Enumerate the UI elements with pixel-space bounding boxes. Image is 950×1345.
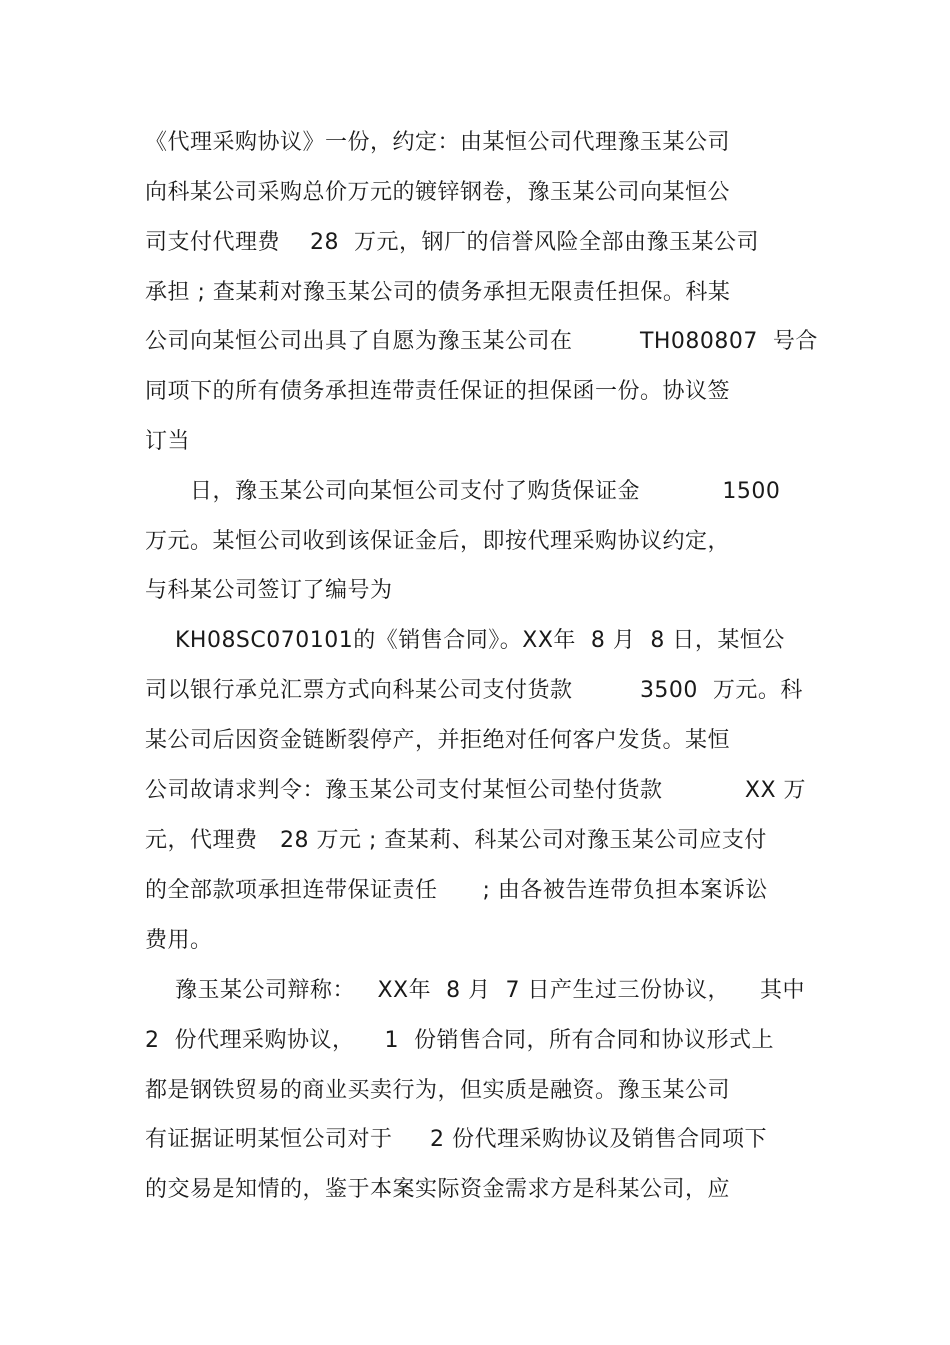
text-line: 的交易是知情的，鉴于本案实际资金需求方是科某公司，应 [145,1177,731,1202]
text-line: 都是钢铁贸易的商业买卖行为，但实质是融资。豫玉某公司 [145,1078,731,1103]
text-line: 承担 ; 查某莉对豫玉某公司的债务承担无限责任担保。科某 [145,280,731,305]
text-line: 费用。 [145,928,213,953]
text-line: 有证据证明某恒公司对于 2 份代理采购协议及销售合同项下 [145,1127,767,1152]
text-line: 司支付代理费 28 万元，钢厂的信誉风险全部由豫玉某公司 [145,230,759,255]
text-line: 日，豫玉某公司向某恒公司支付了购货保证金 1500 [145,479,781,504]
text-line: 万元。某恒公司收到该保证金后，即按代理采购协议约定， [145,529,731,554]
text-line: KH08SC070101的《销售合同》。XX年 8 月 8 日，某恒公 [145,628,785,653]
text-line: 2 份代理采购协议， 1 份销售合同，所有合同和协议形式上 [145,1028,774,1053]
text-line: 同项下的所有债务承担连带责任保证的担保函一份。协议签 [145,379,731,404]
text-line: 向科某公司采购总价万元的镀锌钢卷，豫玉某公司向某恒公 [145,180,731,205]
text-line: 豫玉某公司辩称： XX年 8 月 7 日产生过三份协议， 其中 [145,978,806,1003]
text-line: 公司故请求判令：豫玉某公司支付某恒公司垫付货款 XX 万 [145,778,807,803]
text-line: 订当 [145,429,191,454]
text-line: 元，代理费 28 万元 ; 查某莉、科某公司对豫玉某公司应支付 [145,828,767,853]
text-line: 《代理采购协议》一份，约定：由某恒公司代理豫玉某公司 [145,130,731,155]
text-line: 的全部款项承担连带保证责任 ; 由各被告连带负担本案诉讼 [145,878,768,903]
text-line: 与科某公司签订了编号为 [145,578,393,603]
text-line: 公司向某恒公司出具了自愿为豫玉某公司在 TH080807 号合 [145,329,818,354]
text-line: 司以银行承兑汇票方式向科某公司支付货款 3500 万元。科 [145,678,803,703]
text-line: 某公司后因资金链断裂停产，并拒绝对任何客户发货。某恒 [145,728,731,753]
